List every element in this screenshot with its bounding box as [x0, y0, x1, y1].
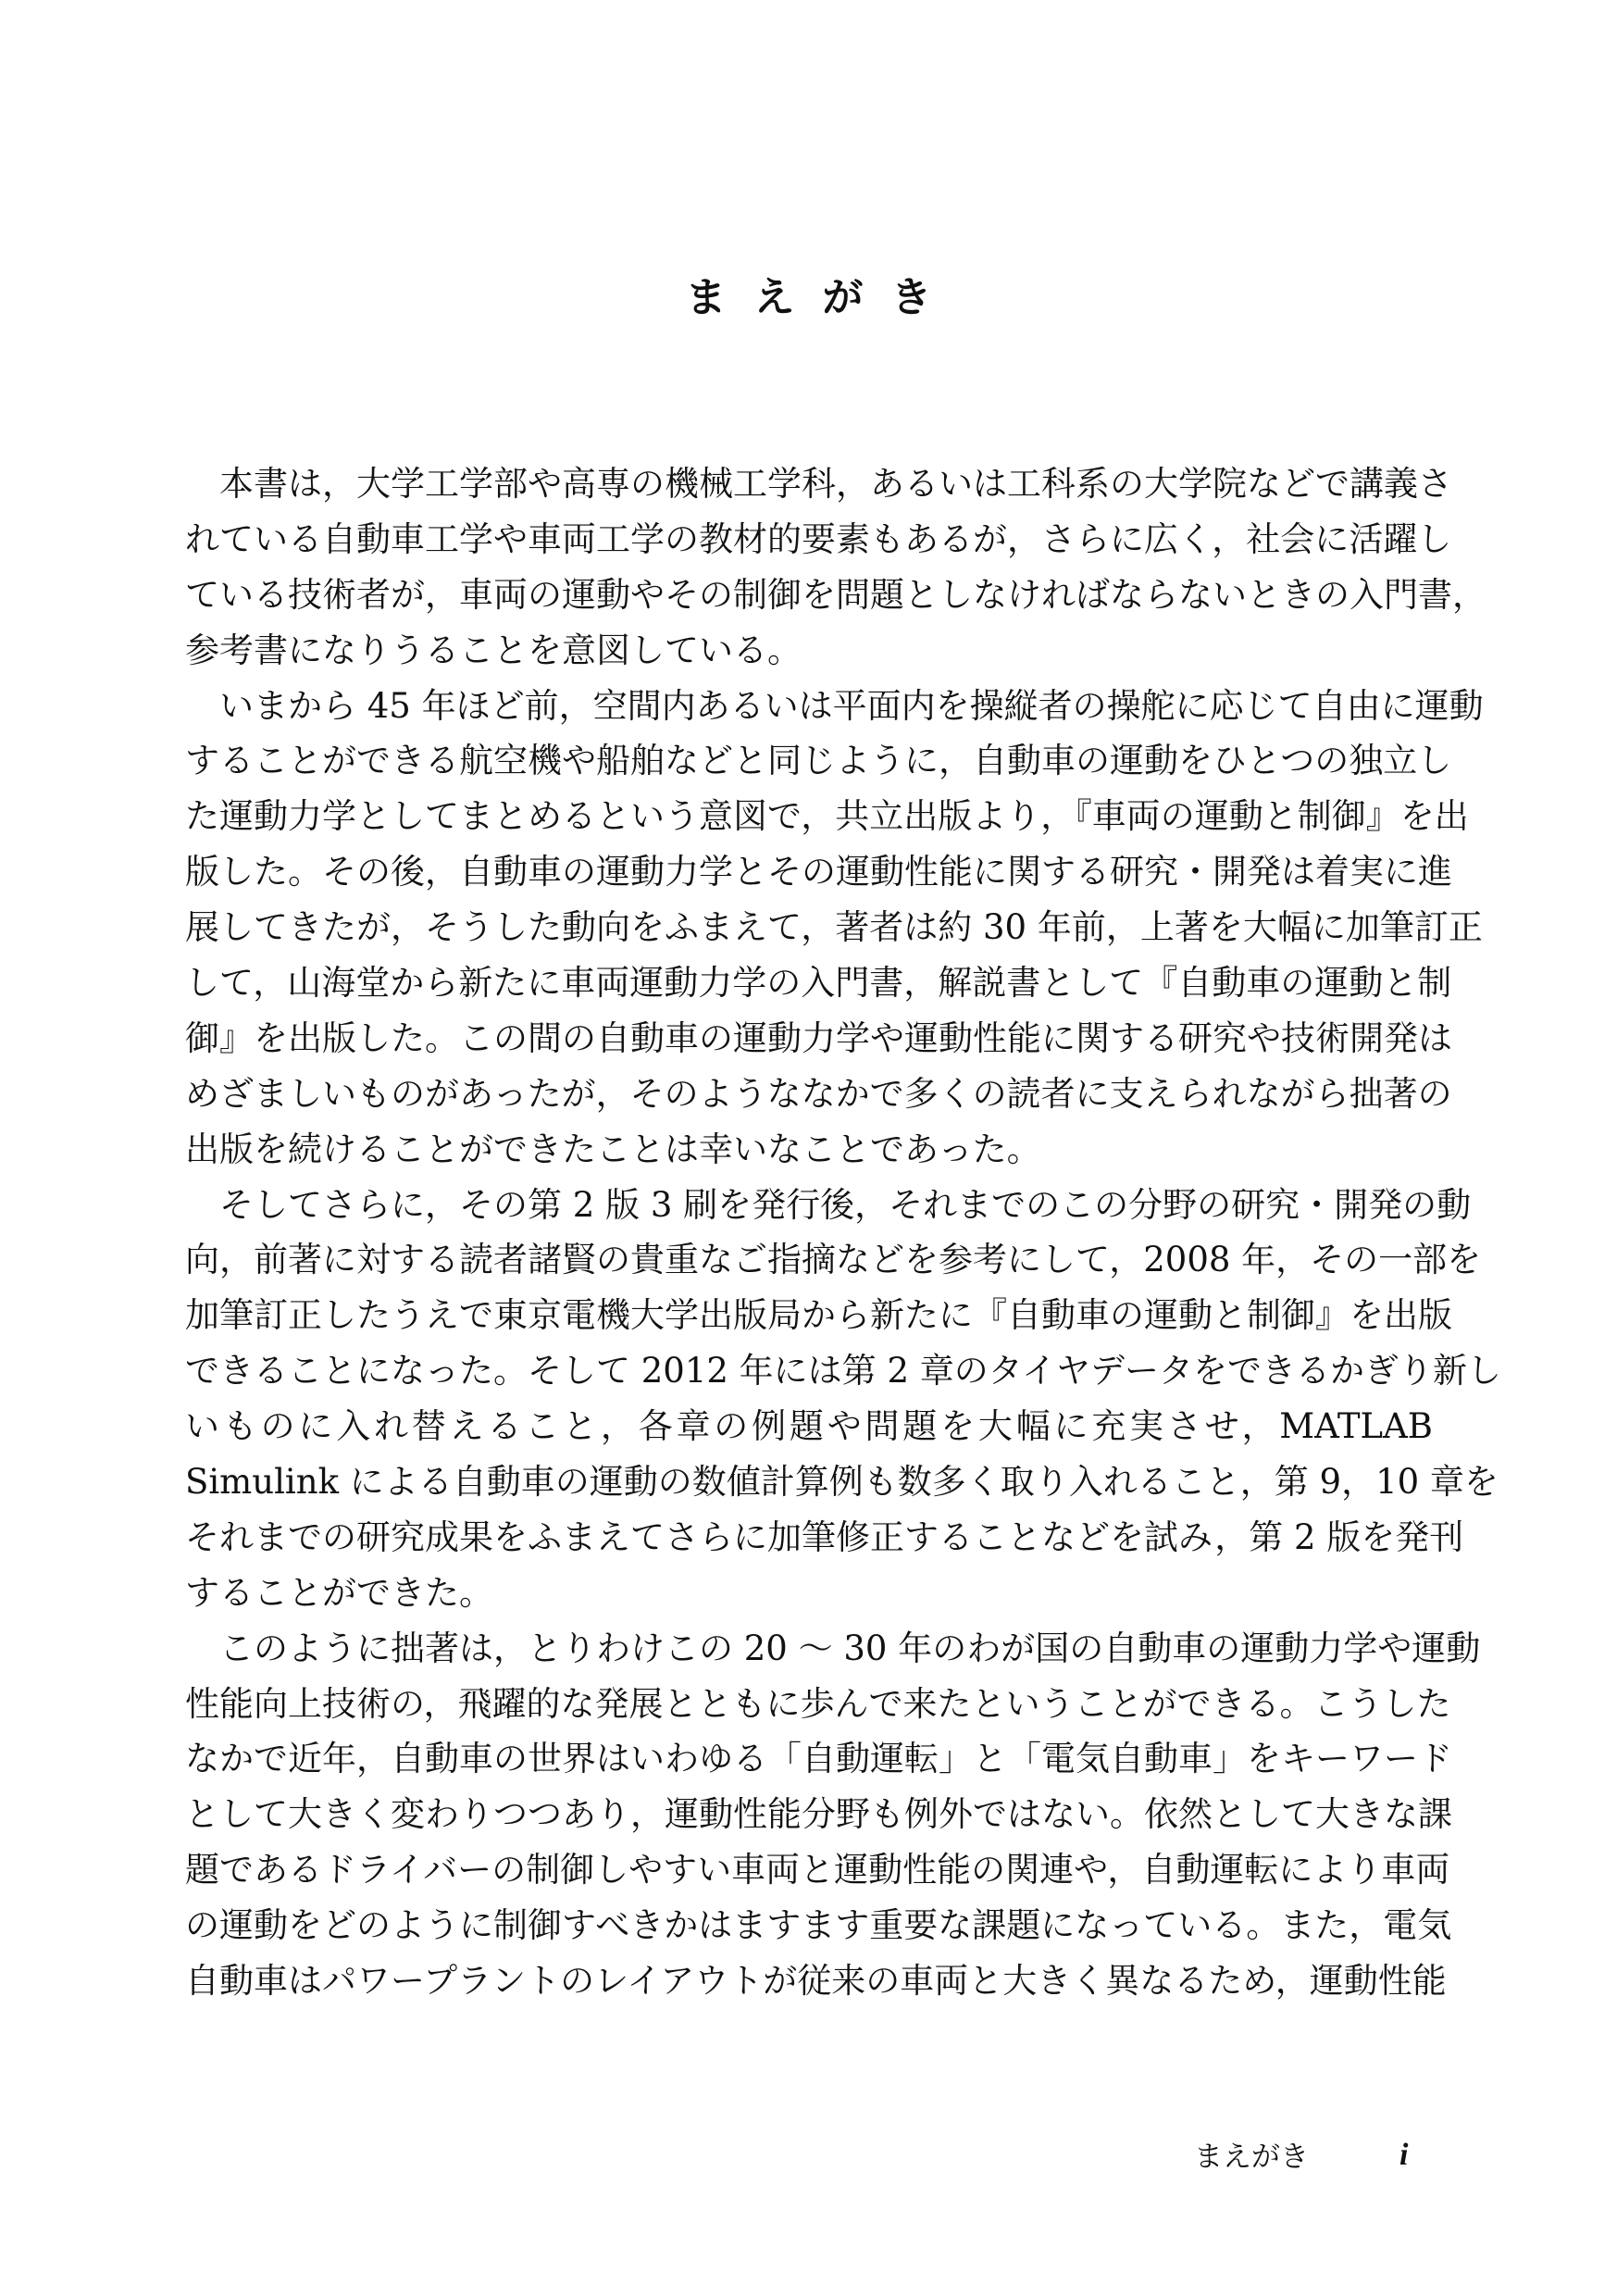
text-line: た運動力学としてまとめるという意図で，共立出版より，『車両の運動と制御』を出 [185, 796, 1469, 837]
text-line: 御』を出版した。この間の自動車の運動力学や運動性能に関する研究や技術開発は [185, 1017, 1452, 1058]
text-line: Simulink による自動車の運動の数値計算例も数多く取り入れること，第 9，10 章を [185, 1462, 1499, 1503]
page-number: i [1399, 2138, 1409, 2172]
text-line: いものに入れ替えること，各章の例題や問題を大幅に充実させ，MATLAB [185, 1406, 1433, 1447]
text-line: 参考書になりうることを意図している。 [185, 630, 802, 670]
text-line: することができた。 [185, 1572, 493, 1613]
text-line: そしてさらに，その第 2 版 3 刷を発行後，それまでのこの分野の研究・開発の動 [185, 1184, 1472, 1225]
text-line: 本書は，大学工学部や高専の機械工学科，あるいは工科系の大学院などで講義さ [185, 464, 1452, 504]
text-line: 展してきたが，そうした動向をふまえて，著者は約 30 年前，上著を大幅に加筆訂正 [185, 907, 1483, 948]
text-line: 出版を続けることができたことは幸いなことであった。 [185, 1129, 1041, 1169]
text-line: めざましいものがあったが，そのようななかで多くの読者に支えられながら拙著の [185, 1073, 1452, 1114]
text-line: れている自動車工学や車両工学の教材的要素もあるが，さらに広く，社会に活躍し [185, 518, 1452, 559]
text-line: ている技術者が，車両の運動やその制御を問題としなければならないときの入門書， [185, 574, 1486, 615]
text-line: 向，前著に対する読者諸賢の貴重なご指摘などを参考にして，2008 年，その一部を [185, 1240, 1482, 1280]
text-line: として大きく変わりつつあり，運動性能分野も例外ではない。依然として大きな課 [185, 1794, 1452, 1835]
text-line: 題であるドライバーの制御しやすい車両と運動性能の関連や，自動運転により車両 [185, 1850, 1450, 1890]
text-line: 版した。その後，自動車の運動力学とその運動性能に関する研究・開発は着実に進 [185, 852, 1452, 892]
page-title: まえがき [685, 274, 960, 321]
text-line: 加筆訂正したうえで東京電機大学出版局から新たに『自動車の運動と制御』を出版 [185, 1295, 1452, 1336]
text-line: いまから 45 年ほど前，空間内あるいは平面内を操縦者の操舵に応じて自由に運動 [185, 685, 1484, 726]
text-line: なかで近年，自動車の世界はいわゆる「自動運転」と「電気自動車」をキーワード [185, 1739, 1452, 1779]
text-line: できることになった。そして 2012 年には第 2 章のタイヤデータをできるかぎり新し [185, 1351, 1502, 1391]
text-line: することができる航空機や船舶などと同じように，自動車の運動をひとつの独立し [185, 741, 1452, 781]
text-line: このように拙著は，とりわけこの 20 ～ 30 年のわが国の自動車の運動力学や運動 [185, 1628, 1481, 1668]
text-line: それまでの研究成果をふまえてさらに加筆修正することなどを試み，第 2 版を発刊 [185, 1516, 1464, 1557]
text-line: 性能向上技術の，飛躍的な発展とともに歩んで来たということができる。こうした [185, 1683, 1451, 1724]
text-line: して，山海堂から新たに車両運動力学の入門書，解説書として『自動車の運動と制 [185, 963, 1452, 1004]
running-footer-label: まえがき [1194, 2140, 1309, 2174]
body-text [185, 456, 1502, 2009]
text-line: 自動車はパワープラントのレイアウトが従来の車両と大きく異なるため，運動性能 [185, 1961, 1447, 2002]
text-line: の運動をどのように制御すべきかはますます重要な課題になっている。また，電気 [185, 1905, 1452, 1946]
